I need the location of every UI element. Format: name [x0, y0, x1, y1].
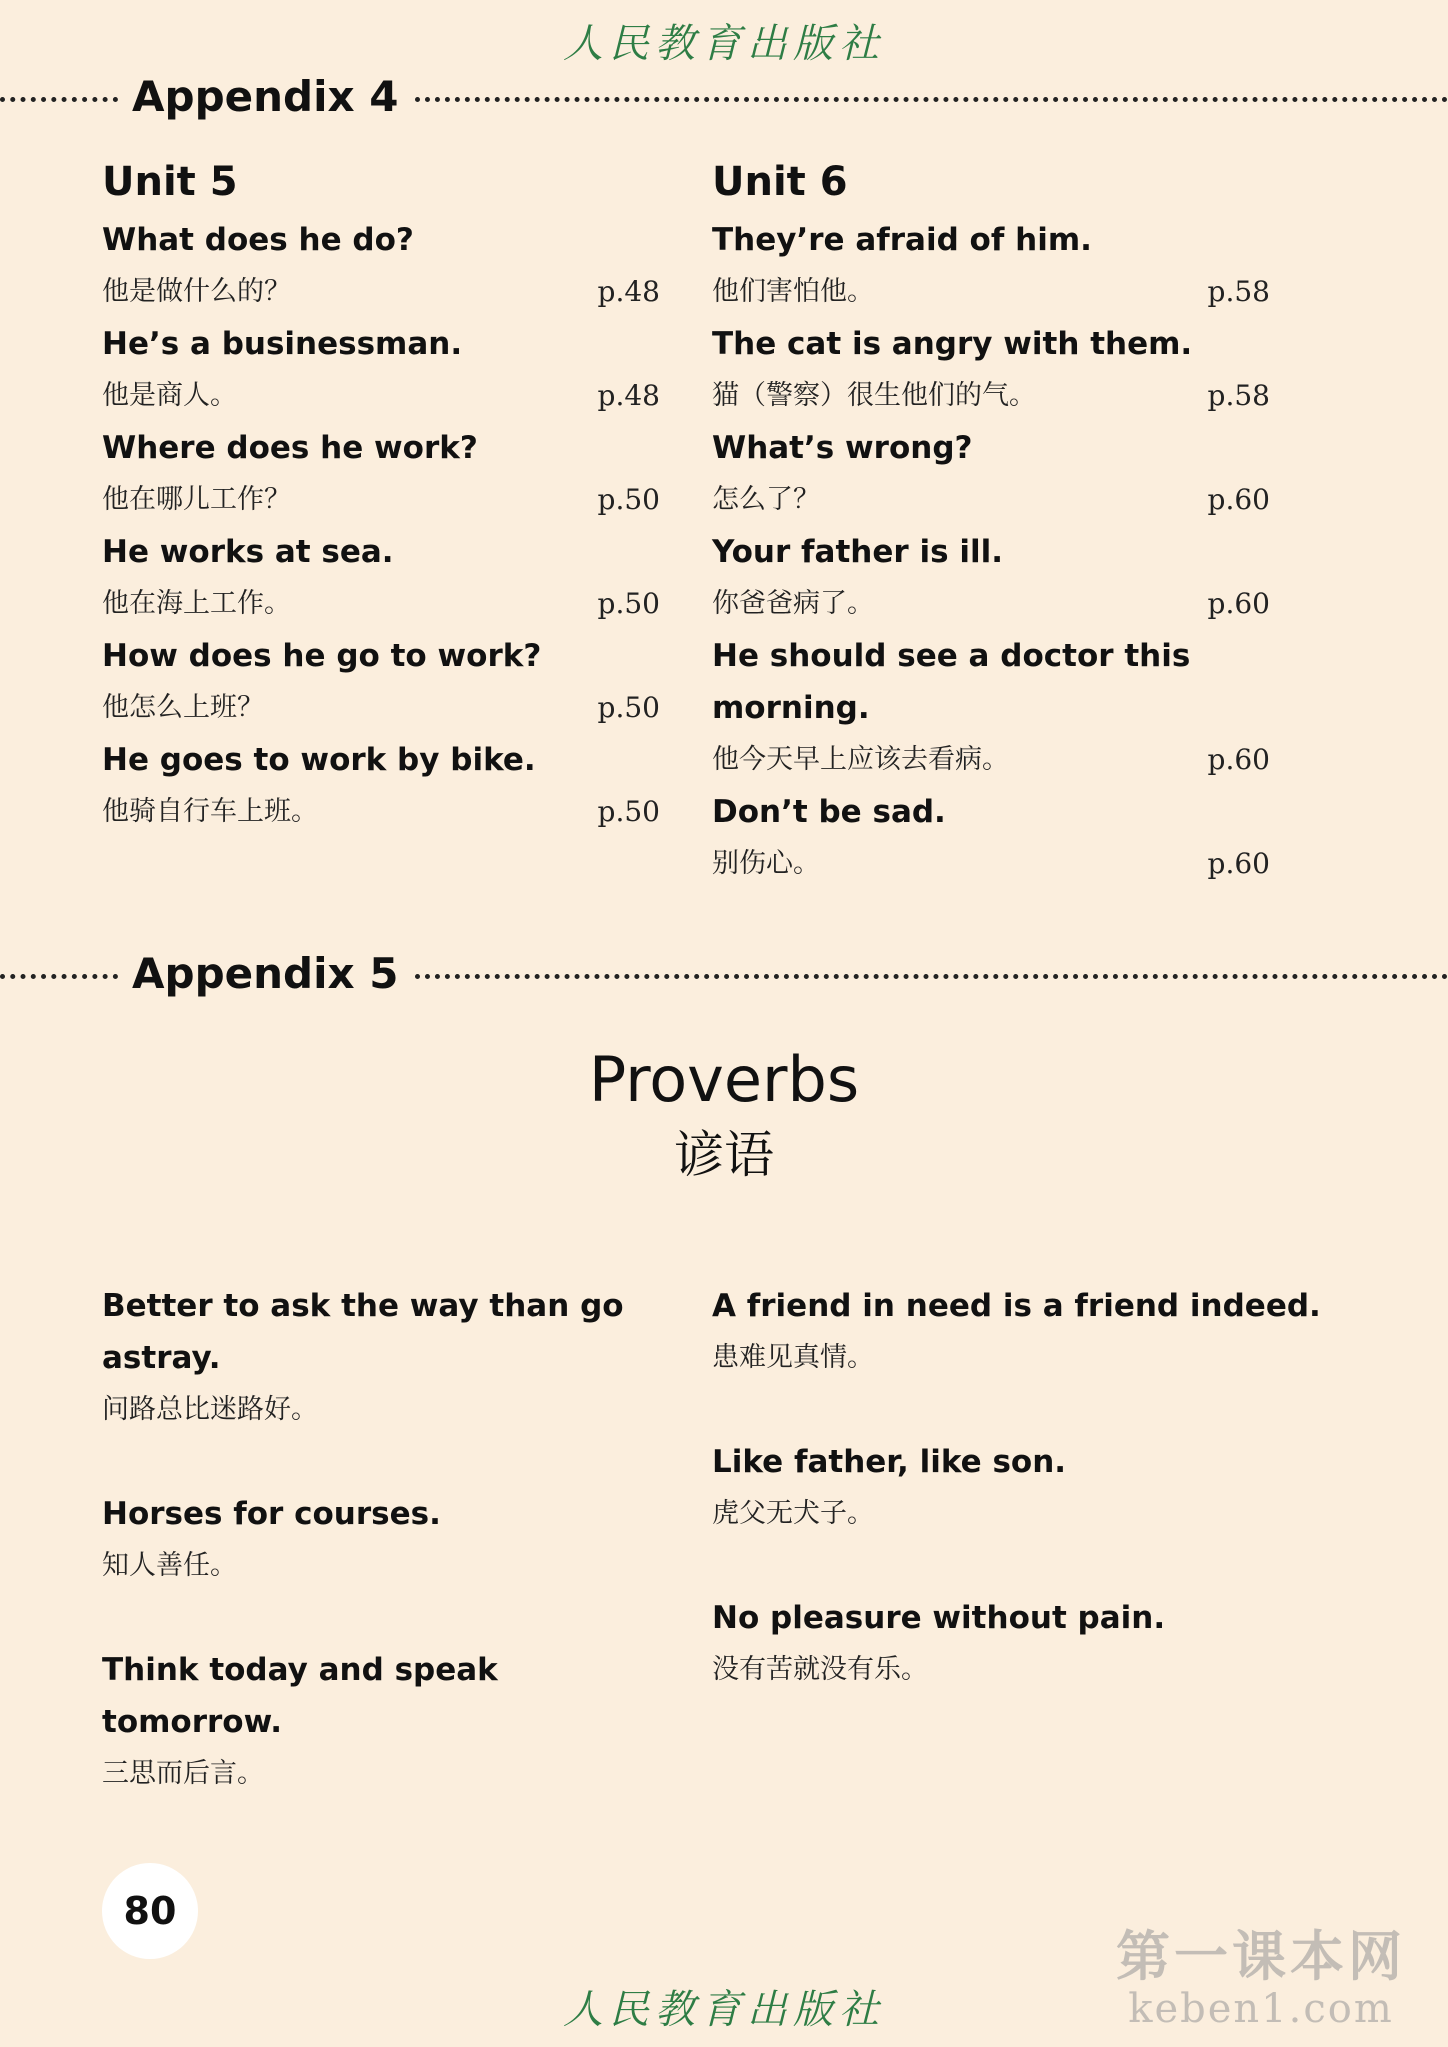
sentence-zh: 别伤心。 [712, 848, 820, 879]
sentence-en: He works at sea. [102, 534, 394, 570]
sentence-en: The cat is angry with them. [712, 326, 1193, 362]
proverb-item [712, 1592, 1362, 1696]
sentence-entry [102, 422, 660, 526]
proverb-zh: 没有苦就没有乐。 [712, 1654, 928, 1685]
proverbs-right-column [712, 1280, 1362, 1748]
page-number: 80 [102, 1863, 198, 1959]
proverbs-title: Proverbs [588, 1043, 860, 1116]
publisher-logo-top: 人民教育出版社 [563, 21, 885, 67]
sentence-zh: 你爸爸病了。 [712, 588, 874, 619]
sentence-en: Where does he work? [102, 430, 478, 466]
sentence-zh: 他在海上工作。 [102, 588, 291, 619]
page-ref: p.58 [1207, 379, 1270, 412]
page-ref: p.60 [1207, 483, 1270, 516]
publisher-logo-bottom: 人民教育出版社 [563, 1987, 885, 2033]
appendix-5-label: Appendix 5 [132, 944, 398, 1004]
proverb-item [102, 1644, 662, 1800]
watermark-line-1: 第一课本网 [1116, 1924, 1406, 1988]
sentence-entry [712, 630, 1270, 786]
unit-6-column [712, 150, 1270, 890]
page-ref: p.50 [597, 691, 660, 724]
unit-5-column [102, 150, 660, 838]
appendix-5-header [0, 944, 1448, 1004]
sentence-en: Your father is ill. [712, 534, 1003, 570]
sentence-en: He should see a doctor this morning. [712, 638, 1191, 726]
sentence-zh: 他骑自行车上班。 [102, 796, 318, 827]
proverb-en: Better to ask the way than go astray. [102, 1288, 624, 1376]
sentence-en: What does he do? [102, 222, 414, 258]
sentence-entry [712, 526, 1270, 630]
dotted-rule-left [0, 97, 118, 102]
watermark-line-2: keben1.com [1128, 1986, 1394, 2032]
sentence-zh: 他怎么上班？ [102, 692, 264, 723]
page-ref: p.50 [597, 587, 660, 620]
proverb-en: A friend in need is a friend indeed. [712, 1288, 1321, 1324]
proverb-item [102, 1488, 662, 1592]
proverbs-title-zh: 谚语 [674, 1126, 774, 1184]
sentence-entry [102, 318, 660, 422]
proverb-zh: 问路总比迷路好。 [102, 1394, 318, 1425]
appendix-4-header [0, 67, 1448, 127]
page-ref: p.50 [597, 795, 660, 828]
proverb-zh: 知人善任。 [102, 1550, 237, 1581]
page-ref: p.48 [597, 379, 660, 412]
page-ref: p.58 [1207, 275, 1270, 308]
sentence-zh: 他们害怕他。 [712, 276, 874, 307]
dotted-rule-left [0, 974, 118, 979]
proverbs-title-block [0, 1040, 1448, 1190]
proverb-en: No pleasure without pain. [712, 1600, 1166, 1636]
sentence-en: What’s wrong? [712, 430, 973, 466]
proverbs-left-column [102, 1280, 662, 1852]
sentence-zh: 他是做什么的？ [102, 276, 291, 307]
sentence-zh: 他今天早上应该去看病。 [712, 744, 1009, 775]
dotted-rule-right [415, 974, 1448, 979]
sentence-en: He’s a businessman. [102, 326, 463, 362]
sentence-zh: 猫（警察）很生他们的气。 [712, 380, 1036, 411]
sentence-entry [102, 526, 660, 630]
unit-5-title: Unit 5 [102, 159, 238, 205]
proverb-en: Like father, like son. [712, 1444, 1067, 1480]
sentence-zh: 怎么了？ [712, 484, 820, 515]
unit-6-title: Unit 6 [712, 159, 848, 205]
page-ref: p.60 [1207, 847, 1270, 880]
sentence-zh: 他在哪儿工作？ [102, 484, 291, 515]
proverb-item [712, 1280, 1362, 1384]
sentence-entry [712, 318, 1270, 422]
page-ref: p.48 [597, 275, 660, 308]
sentence-entry [712, 422, 1270, 526]
sentence-en: How does he go to work? [102, 638, 542, 674]
sentence-entry [102, 630, 660, 734]
proverb-zh: 虎父无犬子。 [712, 1498, 874, 1529]
sentence-zh: 他是商人。 [102, 380, 237, 411]
sentence-entry [712, 214, 1270, 318]
sentence-entry [712, 786, 1270, 890]
page-ref: p.60 [1207, 743, 1270, 776]
sentence-en: They’re afraid of him. [712, 222, 1092, 258]
proverb-item [102, 1280, 662, 1436]
proverb-zh: 三思而后言。 [102, 1758, 264, 1789]
sentence-en: Don’t be sad. [712, 794, 946, 830]
sentence-entry [102, 214, 660, 318]
appendix-4-label: Appendix 4 [132, 67, 398, 127]
page-ref: p.50 [597, 483, 660, 516]
dotted-rule-right [415, 97, 1448, 102]
proverb-zh: 患难见真情。 [712, 1342, 874, 1373]
sentence-entry [102, 734, 660, 838]
proverb-item [712, 1436, 1362, 1540]
page-ref: p.60 [1207, 587, 1270, 620]
sentence-en: He goes to work by bike. [102, 742, 536, 778]
proverb-en: Horses for courses. [102, 1496, 441, 1532]
proverb-en: Think today and speak tomorrow. [102, 1652, 498, 1740]
